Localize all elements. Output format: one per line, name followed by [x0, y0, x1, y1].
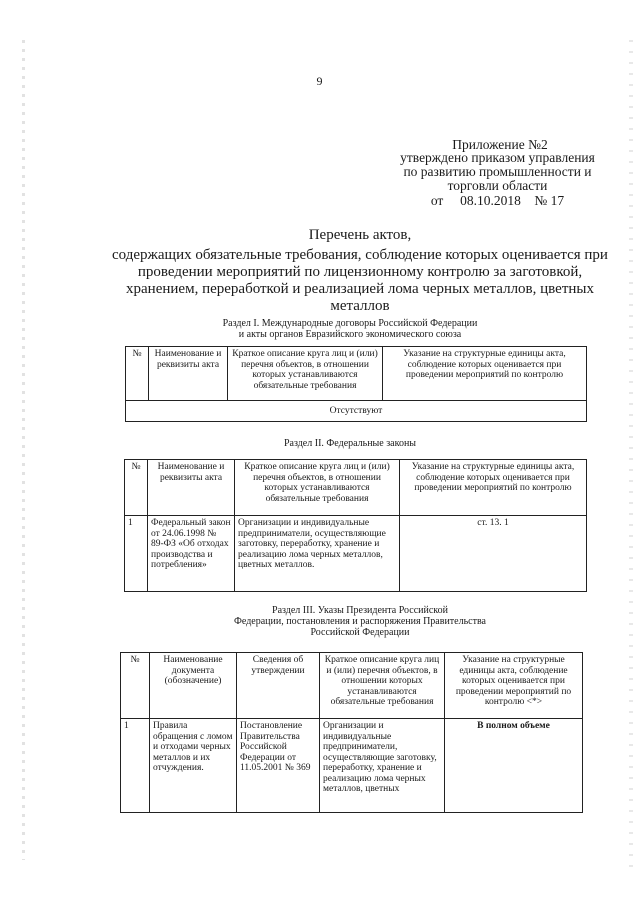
appendix-line: торговли области	[447, 178, 548, 193]
appendix-date: от 08.10.2018 № 17	[430, 193, 565, 208]
table-header-row	[125, 460, 587, 516]
title-line: хранением, переработкой и реализацией лома черных металлов, цветных	[126, 281, 594, 297]
title-line: содержащих обязательные требования, соблюдение которых оценивается при	[112, 247, 608, 263]
section2-heading: Раздел II. Федеральные законы	[283, 438, 417, 449]
header-cell: Краткое описание круга лиц и (или) перечня объектов, в отношении которых устанавливаются обязательные требования	[235, 460, 400, 516]
header-cell: Наименование и реквизиты акта	[148, 460, 235, 516]
appendix-title: Приложение №2	[452, 137, 548, 152]
row-number: 1	[121, 719, 150, 813]
section1-table	[125, 346, 587, 422]
row-number: 1	[125, 516, 148, 592]
section1-heading	[140, 318, 560, 340]
table-row	[125, 516, 587, 592]
section3-heading	[140, 605, 580, 638]
table-header-row	[121, 653, 583, 719]
scan-artifact-right	[629, 40, 633, 870]
header-cell: Краткое описание круга лиц и (или) перечня объектов, в отношении которых устанавливаются обязательные требования	[320, 653, 445, 719]
document-title	[110, 227, 610, 315]
table-header-row	[126, 347, 587, 401]
section-heading-line: и акты органов Евразийского экономического союза	[238, 329, 462, 340]
header-cell: Указание на структурные единицы акта, соблюдение которых оценивается при проведении мероприятий по контролю	[400, 460, 587, 516]
section-heading-line: Раздел I. Международные договоры Российской Федерации	[222, 318, 478, 329]
absent-cell: Отсутствуют	[126, 401, 587, 422]
header-cell: Наименование и реквизиты акта	[149, 347, 228, 401]
section-heading-line: Российской Федерации	[310, 627, 410, 638]
approval-info: Постановление Правительства Российской Федерации от 11.05.2001 № 369	[237, 719, 320, 813]
header-cell: №	[121, 653, 150, 719]
header-cell: №	[125, 460, 148, 516]
header-cell: Наименование документа (обозначение)	[150, 653, 237, 719]
section-heading-line: Федерации, постановления и распоряжения Правительства	[234, 616, 486, 627]
structural-units: ст. 13. 1	[400, 516, 587, 592]
document-name: Правила обращения с ломом и отходами черных металлов и их отчуждения.	[150, 719, 237, 813]
scan-artifact-left	[22, 40, 25, 860]
header-cell: Сведения об утверждении	[237, 653, 320, 719]
title-line: Перечень актов,	[308, 227, 412, 243]
scope-description: Организации и индивидуальные предприниматели, осуществляющие заготовку, переработку, хранение и реализацию лома черных металлов, цветных металлов.	[235, 516, 400, 592]
table-row	[121, 719, 583, 813]
table-row	[126, 401, 587, 422]
appendix-line: по развитию промышленности и	[403, 164, 592, 179]
structural-units: В полном объеме	[445, 719, 583, 813]
section2-table	[124, 459, 587, 592]
act-name: Федеральный закон от 24.06.1998 № 89-ФЗ «Об отходах производства и потребления»	[148, 516, 235, 592]
header-cell: Указание на структурные единицы акта, соблюдение которых оценивается при проведении мероприятий по контролю	[383, 347, 587, 401]
header-cell: Краткое описание круга лиц и (или) перечня объектов, в отношении которых устанавливаются обязательные требования	[228, 347, 383, 401]
section-heading-line: Раздел III. Указы Президента Российской	[272, 605, 448, 616]
section3-table	[120, 652, 583, 813]
page-number: 9	[316, 74, 323, 88]
title-line: металлов	[330, 298, 390, 314]
header-cell: Указание на структурные единицы акта, соблюдение которых оценивается при проведении мероприятий по контролю <*>	[445, 653, 583, 719]
title-line: проведении мероприятий по лицензионному контролю за заготовкой,	[137, 264, 583, 280]
scope-description: Организации и индивидуальные предприниматели, осуществляющие заготовку, переработку, хранение и реализацию лома черных металлов, цветных	[320, 719, 445, 813]
appendix-line: утверждено приказом управления	[400, 150, 595, 165]
header-cell: №	[126, 347, 149, 401]
